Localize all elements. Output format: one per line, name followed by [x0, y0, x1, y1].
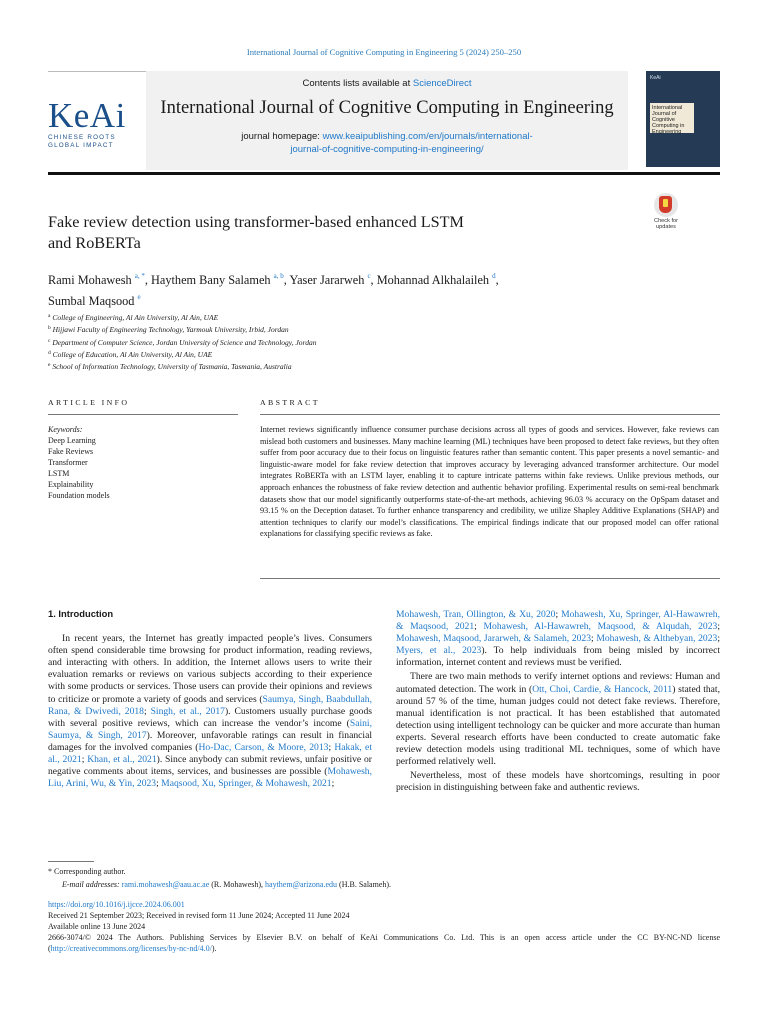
citation-link[interactable]: Khan, et al., 2021: [87, 754, 157, 766]
cover-line-4: Engineering: [652, 129, 682, 135]
affiliation: $^d$ College of Education, Al Ain University, Al Ain, UAE: [48, 349, 213, 359]
paragraph-text: ). Customers usually purchase goods with several positive reviews, which can increase the vendor’s income (: [48, 705, 372, 729]
logo-tagline-1: CHINESE ROOTS: [48, 134, 116, 141]
keywords-label: Keywords:: [48, 425, 83, 434]
intro-paragraph: Nevertheless, most of these models have shortcomings, resulting in poor precision in distinguishing between fake and authentic reviews.: [396, 770, 720, 794]
cover-line-3: Computing in: [652, 123, 685, 129]
available-online: Available online 13 June 2024: [48, 922, 146, 931]
abstract-rule: [260, 414, 720, 415]
article-title: Fake review detection using transformer-based enhanced LSTM and RoBERTa: [48, 213, 464, 252]
footnote-rule: [48, 861, 94, 862]
citation-link[interactable]: Ott, Choi, Cardie, & Hancock, 2011: [532, 683, 673, 695]
affiliation: $^b$ Hijjawi Faculty of Engineering Technology, Yarmouk University, Irbid, Jordan: [48, 325, 289, 335]
citation-link[interactable]: Ho-Dac, Carson, & Moore, 2013: [198, 741, 329, 753]
author-name: Yaser Jararweh: [289, 273, 365, 287]
cover-line-2: Cognitive: [652, 117, 675, 123]
author-name: Mohannad Alkhalaileh: [376, 273, 490, 287]
author-list: Rami Mohawesh $^{a, *}$, Haythem Bany Salameh $^{a, b}$, Yaser Jararweh $^c$, Mohannad Alkhalaileh $^d$, Sumbal Maqsood $^e$: [48, 272, 499, 308]
paragraph-text: ;: [143, 705, 151, 717]
journal-title: International Journal of Cognitive Computing in Engineering: [160, 98, 614, 118]
check-for-updates-button[interactable]: Check for updates: [646, 193, 686, 230]
corresponding-author-note: * Corresponding author.: [48, 867, 126, 876]
keyword: Foundation models: [48, 491, 110, 500]
affiliation: $^c$ Department of Computer Science, Jordan University of Science and Technology, Jordan: [48, 337, 317, 347]
citation-link[interactable]: Mohawesh, Al-Hawawreh, Maqsood, & Alqudah, 2023: [483, 621, 718, 633]
keyword: Fake Reviews: [48, 447, 94, 456]
author-affil-link[interactable]: e: [137, 293, 141, 301]
cover-brand: KeAi: [650, 75, 661, 81]
bookmark-icon: [654, 193, 678, 217]
citation-link[interactable]: Singh, et al., 2017: [150, 705, 225, 717]
abstract-heading: ABSTRACT: [260, 398, 320, 407]
affiliation: $^e$ School of Information Technology, University of Tasmania, Tasmania, Australia: [48, 362, 292, 372]
abstract-text: Internet reviews significantly influence consumer purchase decisions across all types of goods and services. However, fake reviews can mislead both customers and businesses. Many machine learning (ML) techniques have been proposed to detect fake reviews, but they often suffer from poor accuracy due to their focus on linguistic features rather than semantic content. This paper presents a novel semantic- and linguistic-aware model for fake review detection that improves accuracy by leveraging advanced transformer architecture. Our model integrates RoBERTa with an LSTM layer, enabling it to capture intricate patterns within fake reviews. Unlike previous methods, our approach enhances the robustness of fake review detection and authentic behavior profiling. Experimental results on semi-real benchmark datasets show that our model significantly outperforms state-of-the-art methods, achieving 96.03 % accuracy on the OpSpam dataset and 93.15 % on the Deception dataset. To further enhance transparency and credibility, we utilize Shapley Additive Explanations (SHAP) and attention techniques to clarify our model’s classifications. The empirical findings indicate that our proposed model can offer rational explanations for classifying specific reviews as fake.: [260, 425, 719, 539]
journal-homepage: journal homepage: www.keaipublishing.com/en/journals/international- journal-of-cognitive-computing-in-engineering/: [241, 131, 533, 155]
paragraph-text: ;: [474, 621, 484, 633]
paragraph-text: ). Since anybody can submit reviews, unfair positive or negative comments about items, services, and businesses are possible (: [48, 754, 372, 778]
keyword: Transformer: [48, 458, 88, 467]
article-info-rule: [48, 414, 238, 415]
author-name: Rami Mohawesh: [48, 273, 132, 287]
paragraph-text: ;: [331, 778, 335, 790]
intro-left-column: [48, 608, 372, 792]
citation-link[interactable]: Maqsood, Xu, Springer, & Mohawesh, 2021: [161, 778, 332, 790]
header-bottom-rule: [48, 172, 720, 175]
paragraph-text: ;: [328, 741, 335, 753]
homepage-link-1[interactable]: www.keaipublishing.com/en/journals/international-: [322, 131, 533, 142]
paragraph-text: ;: [555, 609, 562, 620]
paragraph-text: ;: [717, 633, 720, 645]
keywords-block: [48, 424, 238, 501]
contents-line: Contents lists available at ScienceDirect: [302, 78, 472, 89]
paragraph-text: ;: [81, 754, 88, 766]
affiliation: $^a$ College of Engineering, Al Ain University, Al Ain, UAE: [48, 313, 219, 322]
citation-link[interactable]: Hakak, et al., 2021: [48, 741, 372, 766]
paragraph-text: ). Moreover, unfavorable ratings can result in financial damages for the involved companies (: [48, 729, 372, 753]
keai-logo[interactable]: [48, 98, 138, 150]
cover-title-box: [650, 103, 694, 133]
author-name: Haythem Bany Salameh: [151, 273, 271, 287]
logo-tagline-2: GLOBAL IMPACT: [48, 142, 114, 149]
author-affil-link[interactable]: a, b: [273, 272, 284, 280]
citation-link[interactable]: Mohawesh, Tran, Ollington, & Xu, 2020: [396, 609, 556, 620]
email-link[interactable]: rami.mohawesh@aau.ac.ae: [121, 880, 210, 889]
intro-paragraph: [396, 609, 720, 669]
article-info-heading: ARTICLE INFO: [48, 398, 130, 407]
keyword: Explainability: [48, 480, 94, 489]
abstract-end-rule: [260, 578, 720, 579]
keyword: Deep Learning: [48, 436, 96, 445]
author-affil-link[interactable]: c: [367, 272, 371, 280]
citation-link[interactable]: Mohawesh, Maqsood, Jararweh, & Salameh, 2023: [396, 633, 592, 645]
copyright-notice: 2666-3074/© 2024 The Authors. Publishing Services by Elsevier B.V. on behalf of KeAi Communications Co. Ltd. This is an open access article under the CC BY-NC-ND license (http://creativecommons.org/licenses/by-nc-nd/4.0/).: [48, 933, 720, 953]
paragraph-text: ;: [591, 633, 597, 645]
author-name: Sumbal Maqsood: [48, 294, 135, 308]
paragraph-text: ). To help individuals from being misled by incorrect information, internet content and reviews must be verified.: [396, 645, 720, 669]
license-link[interactable]: http://creativecommons.org/licenses/by-nc-nd/4.0/: [50, 944, 212, 953]
citation-link[interactable]: Mohawesh, Liu, Arini, Wu, & Yin, 2023: [48, 766, 372, 790]
citation-link[interactable]: Saini, Saumya, & Singh, 2017: [48, 717, 372, 741]
email-addresses: E-mail addresses: rami.mohawesh@aau.ac.ae (R. Mohawesh), haythem@arizona.edu (H.B. Salameh).: [62, 880, 392, 889]
citation-link[interactable]: Mohawesh, Xu, Springer, Al-Hawawreh, & Maqsood, 2021: [396, 609, 720, 633]
paragraph-text: ) stated that, around 57 % of the time, human judges could not detect fake reviews. Therefore, manual identification is not practical. It has been established that automated detection using intelligent technology can be quicker and more accurate than human experts. Several research efforts have been conducted to create automatic fake review detection models using traditional ML techniques, some of which have performed relatively well.: [396, 683, 720, 768]
intro-paragraph: [48, 633, 372, 790]
citation-link[interactable]: Mohawesh, & Althebyan, 2023: [596, 633, 718, 645]
paragraph-text: In recent years, the Internet has greatly impacted people’s lives. Consumers often spend considerable time browsing for product information, reading reviews, and interacting with others. In addition, the Internet allows users to write their evaluation remarks or reviews on various subjects according to their experience with some products or services. Those users can provide their opinions and reviews to criticize or promote a variety of goods and services (: [48, 633, 372, 705]
paragraph-text: ;: [156, 778, 162, 790]
homepage-link-2[interactable]: journal-of-cognitive-computing-in-engineering/: [290, 144, 484, 155]
journal-cover-image[interactable]: [646, 71, 720, 167]
affiliations: [48, 311, 648, 372]
section-heading: 1. Introduction: [48, 608, 114, 619]
sciencedirect-link[interactable]: ScienceDirect: [412, 78, 472, 89]
cover-line-1: International Journal of: [652, 105, 683, 117]
paragraph-text: ;: [717, 621, 720, 633]
intro-paragraph: [396, 671, 720, 768]
citation-link[interactable]: Myers, et al., 2023: [396, 645, 482, 657]
running-head[interactable]: International Journal of Cognitive Computing in Engineering 5 (2024) 250–250: [246, 47, 522, 57]
citation-link[interactable]: Saumya, Singh, Baabdullah, Rana, & Dwivedi, 2018: [48, 693, 372, 717]
paragraph-text: There are two main methods to verify internet options and reviews: Human and automated detection. The work in (: [396, 671, 720, 695]
intro-right-column: [396, 609, 720, 796]
author-affil-link[interactable]: d: [492, 272, 496, 280]
received-dates: Received 21 September 2023; Received in revised form 11 June 2024; Accepted 11 June 2024: [48, 911, 350, 920]
author-affil-link[interactable]: a, *: [134, 272, 145, 280]
doi-link[interactable]: https://doi.org/10.1016/j.ijcce.2024.06.001: [48, 900, 185, 909]
email-link[interactable]: haythem@arizona.edu: [265, 880, 338, 889]
keai-logo-wordmark: KeAi: [48, 96, 126, 135]
keyword: LSTM: [48, 469, 70, 478]
